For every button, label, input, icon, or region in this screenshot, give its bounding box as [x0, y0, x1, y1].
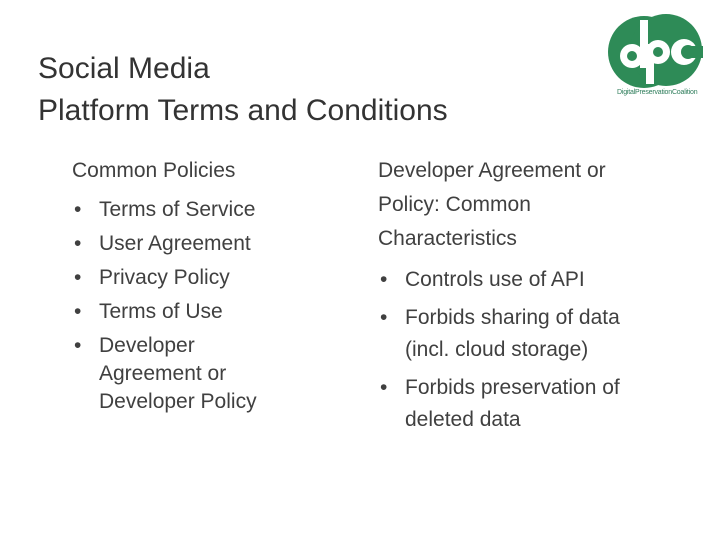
list-item-text: Forbids sharing of data [405, 306, 620, 329]
list-item [72, 264, 322, 292]
slide-title-line-1: Social Media [38, 52, 210, 85]
right-column-heading [378, 154, 678, 256]
list-item-text: Forbids preservation of [405, 376, 620, 399]
list-item [72, 230, 322, 258]
list-item [72, 196, 322, 224]
right-heading-line: Developer Agreement or [378, 159, 606, 182]
list-item-text: Agreement or [99, 362, 227, 385]
list-item-text: Terms of Use [99, 300, 223, 323]
bullet-icon: • [74, 198, 82, 221]
list-item-text: (incl. cloud storage) [405, 338, 589, 361]
bullet-icon: • [74, 266, 82, 289]
list-item [378, 302, 678, 366]
list-item-text: Privacy Policy [99, 266, 230, 289]
bullet-icon: • [74, 334, 82, 357]
slide-title [38, 48, 578, 132]
left-bullet-list [72, 196, 322, 416]
list-item [72, 298, 322, 326]
slide-title-line-2: Platform Terms and Conditions [38, 94, 448, 127]
list-item-text: deleted data [405, 408, 521, 431]
list-item-text: Developer Policy [99, 390, 257, 413]
list-item-text: Developer [99, 334, 195, 357]
right-heading-line: Policy: Common [378, 193, 531, 216]
list-item-text: Controls use of API [405, 268, 585, 291]
logo-text: DigitalPreservationCoalition [617, 89, 698, 96]
list-item [378, 264, 678, 296]
bullet-icon: • [74, 232, 82, 255]
right-column [378, 154, 678, 442]
list-item-text: User Agreement [99, 232, 251, 255]
bullet-icon: • [380, 376, 388, 399]
left-column [72, 154, 322, 422]
list-item [378, 372, 678, 436]
right-heading-line: Characteristics [378, 227, 517, 250]
list-item [72, 332, 322, 416]
bullet-icon: • [380, 268, 388, 291]
bullet-icon: • [74, 300, 82, 323]
list-item-text: Terms of Service [99, 198, 256, 221]
right-bullet-list [378, 264, 678, 436]
bullet-icon: • [380, 306, 388, 329]
left-column-heading: Common Policies [72, 159, 236, 182]
